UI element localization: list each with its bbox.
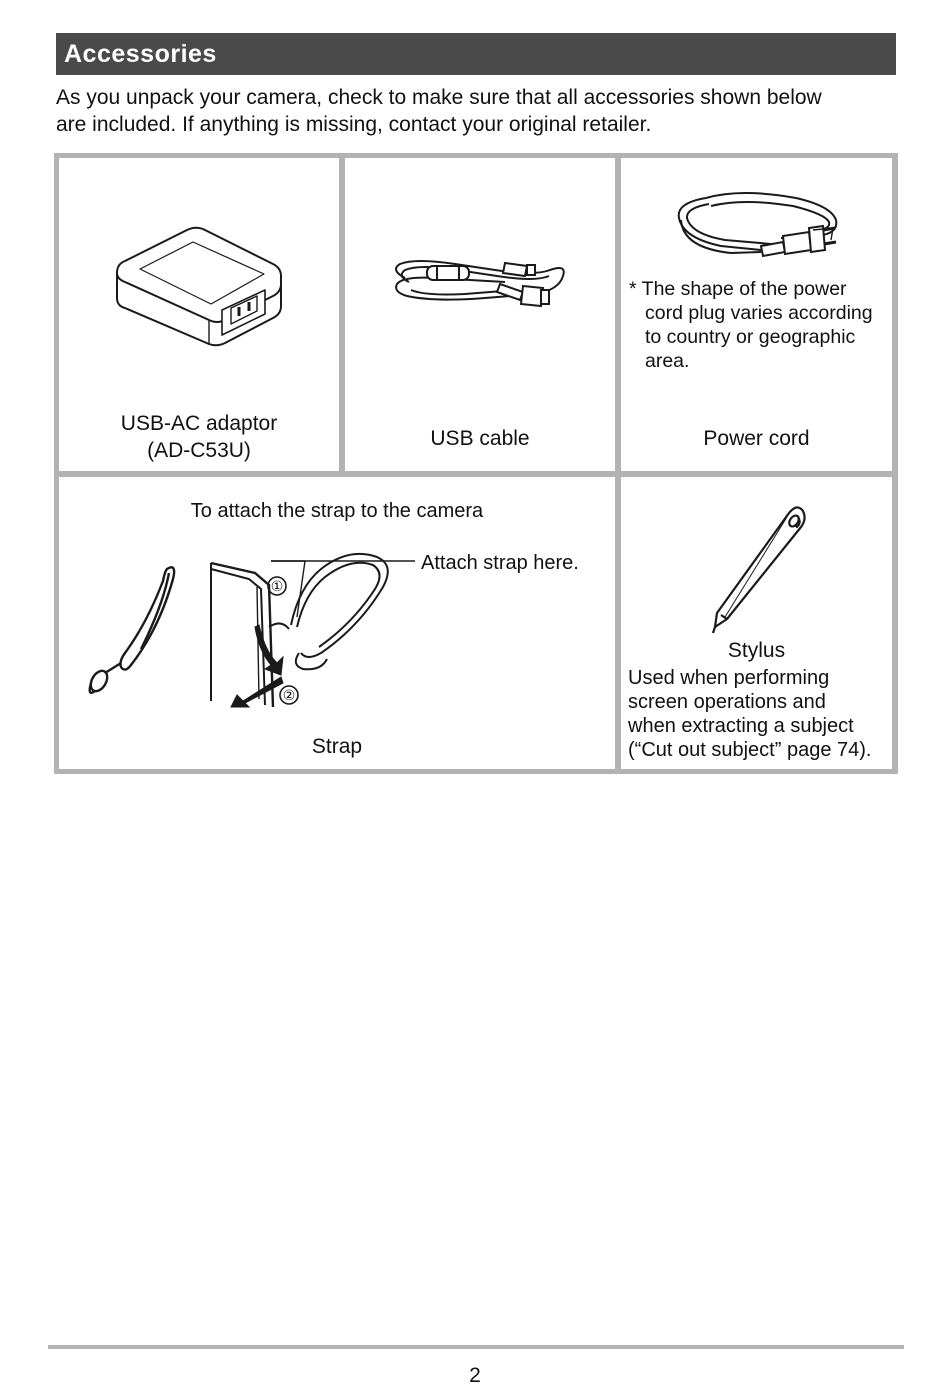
stylus-desc-line-4: (“Cut out subject” page 74).: [628, 739, 872, 761]
accessories-table: [54, 153, 898, 774]
footer-rule: [48, 1345, 904, 1349]
intro-line-1: As you unpack your camera, check to make sure that all accessories shown below: [56, 86, 822, 109]
adaptor-model: (AD-C53U): [147, 439, 251, 462]
stylus-label: Stylus: [727, 639, 786, 662]
strap-step-1: ①: [270, 578, 284, 594]
power-cord-note-line-3: to country or geographic: [645, 326, 856, 348]
stylus-desc-line-1: Used when performing: [628, 667, 830, 689]
camera-side-icon: [59, 477, 615, 769]
strap-callout: Attach strap here.: [421, 552, 579, 574]
adaptor-name: USB-AC adaptor: [120, 412, 278, 435]
strap-instruction: To attach the strap to the camera: [190, 500, 484, 522]
strap-label: Strap: [311, 735, 363, 758]
stylus-desc-line-2: screen operations and: [628, 691, 826, 713]
power-cord-note-line-2: cord plug varies according: [645, 302, 873, 324]
intro-text: [56, 84, 906, 138]
accessory-cell-usb-cable: [345, 158, 615, 471]
stylus-description: [628, 666, 890, 762]
strap-step-2: ②: [282, 687, 296, 703]
accessory-cell-strap: [59, 477, 615, 769]
power-cord-label: Power cord: [703, 427, 810, 450]
accessory-cell-power-cord: [621, 158, 892, 471]
adaptor-label: [59, 410, 339, 464]
page-number: 2: [469, 1364, 481, 1387]
usb-cable-label: USB cable: [430, 427, 530, 450]
stylus-desc-line-3: when extracting a subject: [628, 715, 854, 737]
accessory-cell-adaptor: [59, 158, 339, 471]
power-cord-note: [629, 277, 889, 373]
power-cord-note-line-1: * The shape of the power: [629, 278, 847, 300]
accessory-cell-stylus: [621, 477, 892, 769]
intro-line-2: are included. If anything is missing, contact your original retailer.: [56, 113, 652, 136]
power-cord-note-line-4: area.: [645, 350, 690, 372]
section-title: Accessories: [56, 33, 896, 75]
